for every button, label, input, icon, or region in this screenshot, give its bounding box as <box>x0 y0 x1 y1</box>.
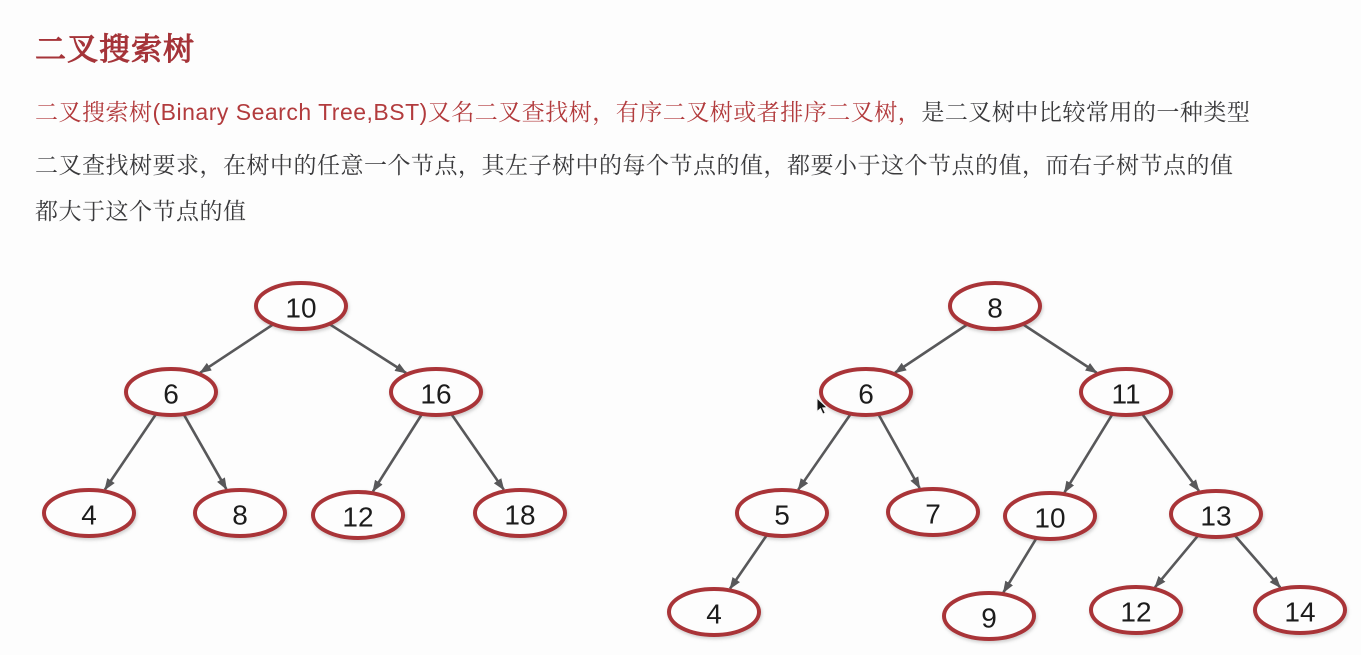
tree-edges-layer <box>105 324 1280 592</box>
tree-edge-6-to-8 <box>184 414 227 489</box>
tree-edge-6-to-4 <box>105 414 156 490</box>
tree-node-value: 4 <box>81 499 97 531</box>
tree-edge-16-to-18 <box>451 414 504 490</box>
tree-edge-8-to-11 <box>1023 324 1097 373</box>
tree-node-value: 6 <box>858 378 874 410</box>
bst-example-left-node-4 <box>44 490 134 536</box>
bst-example-left-node-8 <box>195 490 285 536</box>
intro-line-1-red-text: 二叉搜索树(Binary Search Tree,BST)又名二叉查找树，有序二叉树或者排序二叉树， <box>35 99 922 125</box>
bst-example-right-node-10 <box>1005 493 1095 539</box>
tree-edge-11-to-10 <box>1064 414 1112 492</box>
tree-node-value: 14 <box>1284 596 1316 628</box>
bst-example-right-node-9 <box>944 593 1034 639</box>
tree-node-value: 8 <box>232 499 248 531</box>
tree-node-value: 12 <box>342 501 374 533</box>
tree-edge-10-to-6 <box>200 324 273 372</box>
tree-edge-10-to-16 <box>329 324 406 373</box>
intro-line-1-black-text: 是二叉树中比较常用的一种类型 <box>921 99 1251 125</box>
bst-example-right-node-12 <box>1091 587 1181 633</box>
tree-node-value: 7 <box>925 498 941 530</box>
tree-edge-6-to-7 <box>878 414 919 488</box>
page-title: 二叉搜索树 <box>35 32 195 67</box>
tree-node-value: 12 <box>1120 596 1152 628</box>
bst-example-right-node-7 <box>888 489 978 535</box>
bst-example-left-node-18 <box>475 490 565 536</box>
tree-node-value: 11 <box>1111 378 1141 410</box>
tree-node-value: 4 <box>706 598 722 630</box>
bst-example-right-node-8 <box>950 283 1040 329</box>
bst-example-right-node-14 <box>1255 587 1345 633</box>
tree-node-value: 13 <box>1200 500 1232 532</box>
tree-node-value: 16 <box>420 378 452 410</box>
tree-edge-13-to-12 <box>1155 535 1198 587</box>
tree-edge-10-to-9 <box>1003 538 1036 592</box>
intro-line-3: 都大于这个节点的值 <box>35 198 247 224</box>
bst-example-right-node-5 <box>737 490 827 536</box>
tree-edge-13-to-14 <box>1234 535 1280 588</box>
bst-example-left-node-6 <box>126 369 216 415</box>
bst-example-right-node-6 <box>821 369 911 415</box>
tree-edge-11-to-13 <box>1142 414 1199 491</box>
tree-node-value: 6 <box>163 378 179 410</box>
tree-node-value: 5 <box>774 499 790 531</box>
bst-example-left-node-10 <box>256 283 346 329</box>
tree-node-value: 10 <box>1034 502 1066 534</box>
tree-node-value: 8 <box>987 292 1003 324</box>
tree-edge-16-to-12 <box>373 414 422 492</box>
tree-node-value: 10 <box>285 292 317 324</box>
tree-nodes-layer <box>44 283 1345 639</box>
tree-edge-6-to-5 <box>798 414 851 490</box>
tree-node-value: 9 <box>981 602 997 634</box>
tree-edge-8-to-6 <box>895 324 968 372</box>
tree-edge-5-to-4 <box>730 535 767 589</box>
bst-example-left-node-16 <box>391 369 481 415</box>
bst-example-right-node-11 <box>1081 369 1171 415</box>
bst-example-right-node-13 <box>1171 491 1261 537</box>
tree-node-value: 18 <box>504 499 536 531</box>
bst-example-right-node-4 <box>669 589 759 635</box>
intro-line-2: 二叉查找树要求，在树中的任意一个节点，其左子树中的每个节点的值，都要小于这个节点的值，而右子树节点的值 <box>35 152 1234 178</box>
bst-example-left-node-12 <box>313 492 403 538</box>
